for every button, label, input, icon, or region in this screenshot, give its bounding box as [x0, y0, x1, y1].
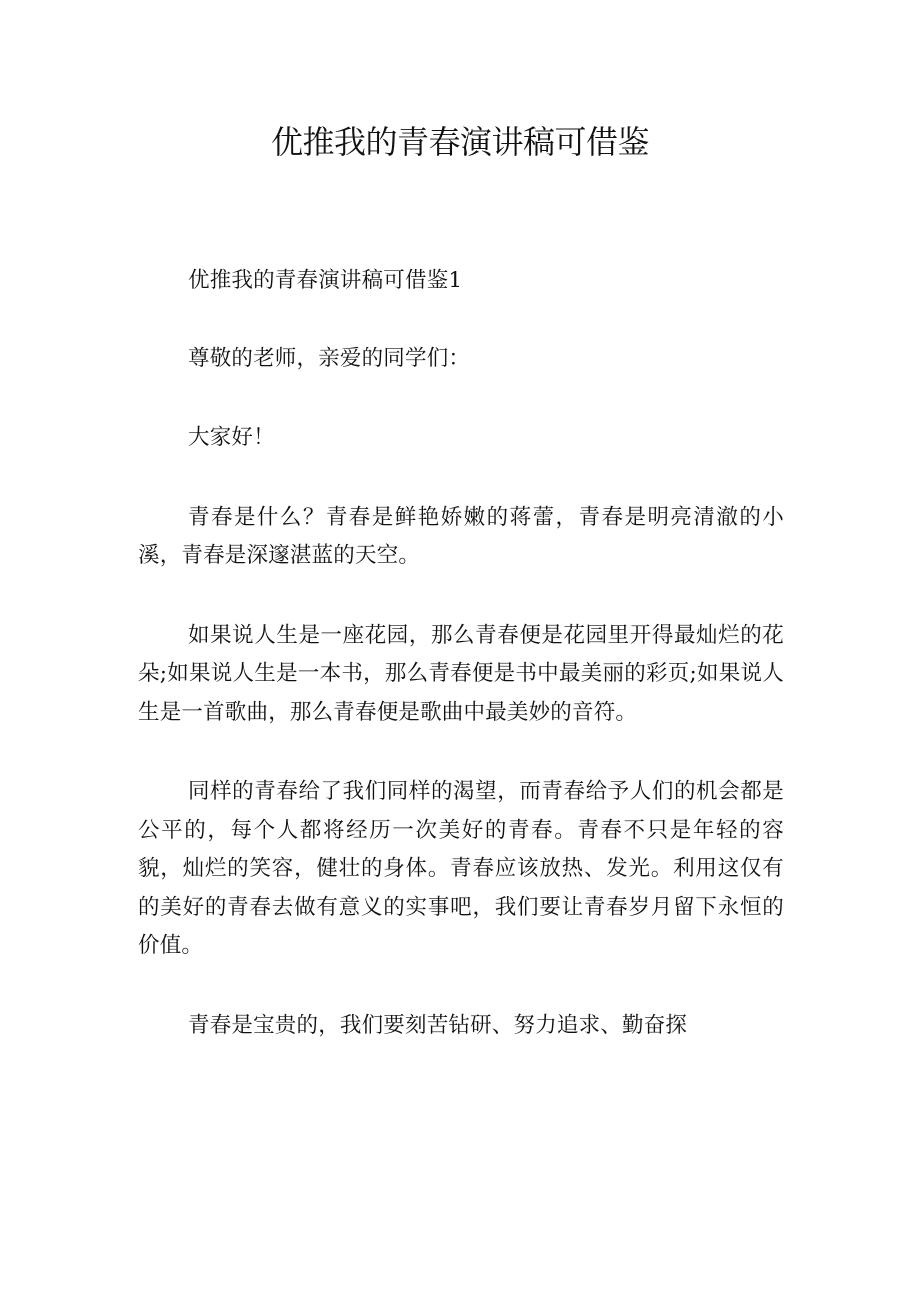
body-paragraph: 青春是什么？青春是鲜艳娇嫩的蒋蕾，青春是明亮清澈的小溪，青春是深邃湛蓝的天空。 — [138, 504, 784, 568]
body-paragraph: 如果说人生是一座花园，那么青春便是花园里开得最灿烂的花朵;如果说人生是一本书，那么青春便是书中最美丽的彩页;如果说人生是一首歌曲，那么青春便是歌曲中最美妙的音符。 — [138, 622, 784, 725]
greeting-paragraph: 大家好！ — [188, 425, 275, 450]
body-paragraph: 青春是宝贵的，我们要刻苦钻研、努力追求、勤奋探 — [188, 1012, 688, 1038]
body-paragraph: 同样的青春给了我们同样的渴望，而青春给予人们的机会都是公平的，每个人都将经历一次美好的青春。青春不只是年轻的容貌，灿烂的笑容，健壮的身体。青春应该放热、发光。利用这仅有的美好的青春去做有意义的实事吧，我们要让青春岁月留下永恒的价值。 — [138, 779, 784, 958]
section-heading: 优推我的青春演讲稿可借鉴1 — [188, 268, 463, 293]
document-title: 优推我的青春演讲稿可借鉴 — [270, 123, 649, 161]
salutation-paragraph: 尊敬的老师，亲爱的同学们： — [188, 345, 471, 371]
document-body — [138, 262, 784, 1086]
